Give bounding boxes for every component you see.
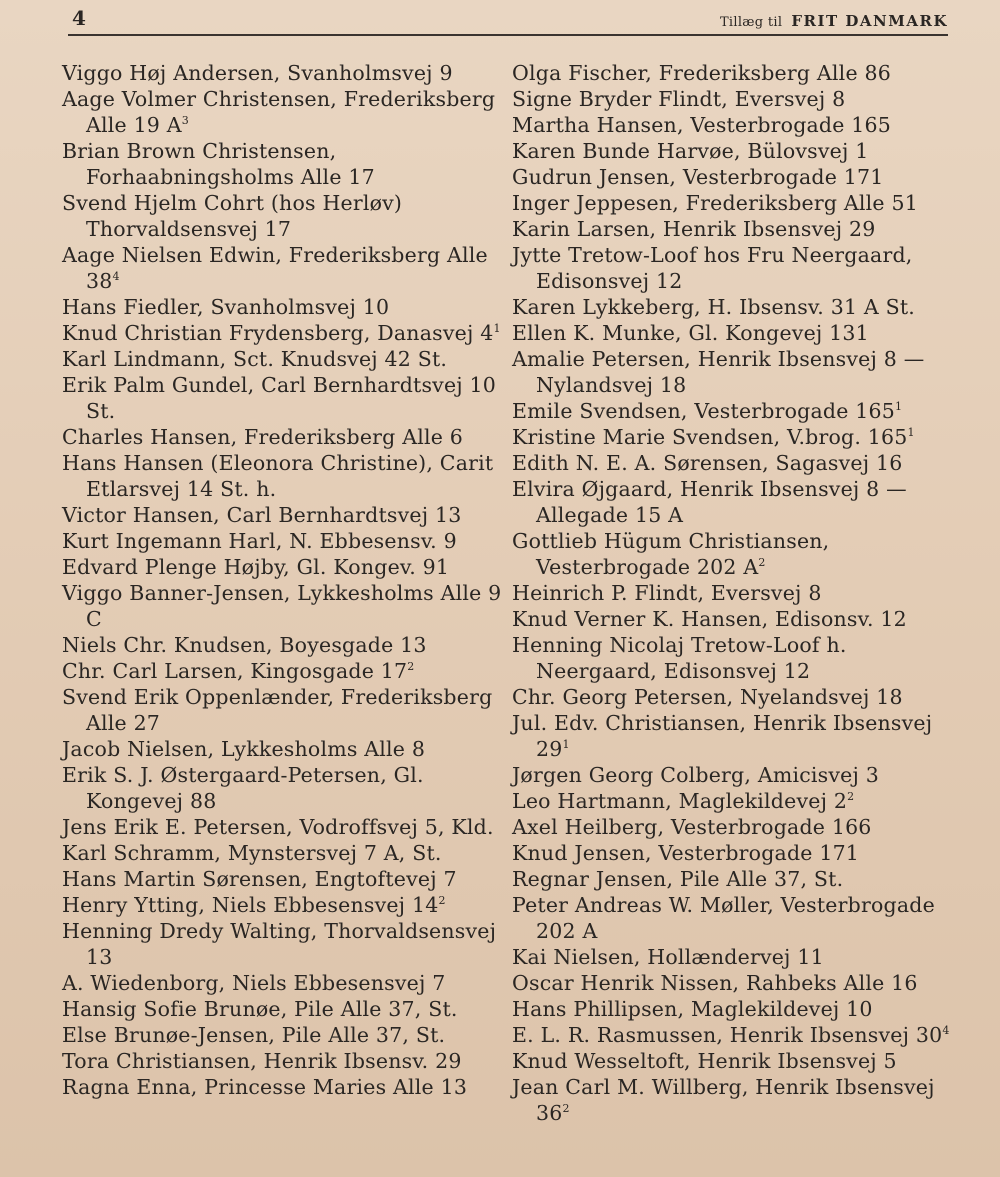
entry-text: Erik Palm Gundel, Carl Bernhardtsvej 10 St. (62, 373, 497, 423)
entry-text: Knud Jensen, Vesterbrogade 171 (512, 841, 860, 865)
entry-text: Axel Heilberg, Vesterbrogade 166 (512, 815, 872, 839)
entry-text: Jacob Nielsen, Lykkesholms Alle 8 (62, 737, 426, 761)
entry-text: Emile Svendsen, Vesterbrogade 165 (512, 399, 895, 423)
list-entry (512, 684, 952, 710)
entry-text: Gottlieb Hügum Christiansen, Vesterbrogade 202 A (512, 529, 830, 579)
entry-text: Jul. Edv. Christiansen, Henrik Ibsensvej 29 (512, 711, 933, 761)
entry-text: Aage Nielsen Edwin, Frederiksberg Alle 38 (62, 243, 488, 293)
list-entry (62, 632, 502, 658)
list-entry (512, 1074, 952, 1126)
list-entry (62, 684, 502, 736)
list-entry (512, 138, 952, 164)
running-head-title: FRIT DANMARK (791, 12, 948, 30)
entry-text: Peter Andreas W. Møller, Vesterbrogade 202 A (512, 893, 935, 943)
entry-text: Hans Martin Sørensen, Engtoftevej 7 (62, 867, 457, 891)
page-number: 4 (72, 6, 86, 30)
list-entry (62, 658, 502, 684)
entry-footnote-marker: 1 (562, 738, 570, 752)
entry-text: Martha Hansen, Vesterbrogade 165 (512, 113, 892, 137)
entry-text: Kristine Marie Svendsen, V.brog. 165 (512, 425, 908, 449)
list-entry (512, 346, 952, 398)
list-entry (512, 60, 952, 86)
entry-text: Olga Fischer, Frederiksberg Alle 86 (512, 61, 891, 85)
list-entry (512, 892, 952, 944)
entry-footnote-marker: 2 (562, 1102, 570, 1116)
entry-footnote-marker: 2 (847, 790, 855, 804)
entry-text: Erik S. J. Østergaard-Petersen, Gl. Kongevej 88 (62, 763, 424, 813)
entry-footnote-marker: 3 (181, 114, 189, 128)
list-entry (62, 762, 502, 814)
entry-text: Victor Hansen, Carl Bernhardtsvej 13 (62, 503, 462, 527)
page-header (68, 4, 948, 36)
entry-text: Jytte Tretow-Loof hos Fru Neergaard, Edisonsvej 12 (512, 243, 913, 293)
entry-text: Inger Jeppesen, Frederiksberg Alle 51 (512, 191, 918, 215)
list-entry (62, 86, 502, 138)
list-entry (62, 1022, 502, 1048)
entry-text: Elvira Øjgaard, Henrik Ibsensvej 8 — Allegade 15 A (512, 477, 907, 527)
entry-text: Edvard Plenge Højby, Gl. Kongev. 91 (62, 555, 450, 579)
list-entry (512, 398, 952, 424)
list-entry (512, 788, 952, 814)
entry-footnote-marker: 2 (758, 556, 766, 570)
list-entry (62, 1048, 502, 1074)
entry-text: Karen Lykkeberg, H. Ibsensv. 31 A St. (512, 295, 916, 319)
entry-footnote-marker: 1 (907, 426, 915, 440)
list-entry (512, 944, 952, 970)
entry-text: Svend Hjelm Cohrt (hos Herløv) Thorvaldsensvej 17 (62, 191, 403, 241)
entry-text: Knud Christian Frydensberg, Danasvej 4 (62, 321, 494, 345)
list-entry (62, 892, 502, 918)
list-entry (512, 242, 952, 294)
list-entry (512, 112, 952, 138)
entry-text: Aage Volmer Christensen, Frederiksberg Alle 19 A (62, 87, 496, 137)
list-entry (62, 242, 502, 294)
entry-footnote-marker: 4 (112, 270, 120, 284)
entry-text: Kai Nielsen, Hollændervej 11 (512, 945, 824, 969)
entry-text: Brian Brown Christensen, Forhaabningsholms Alle 17 (62, 139, 375, 189)
list-entry (62, 970, 502, 996)
list-entry (512, 866, 952, 892)
list-entry (62, 996, 502, 1022)
entry-text: Hans Fiedler, Svanholmsvej 10 (62, 295, 390, 319)
entry-text: Karl Lindmann, Sct. Knudsvej 42 St. (62, 347, 448, 371)
list-entry (512, 762, 952, 788)
list-entry (512, 840, 952, 866)
list-entry (512, 632, 952, 684)
list-entry (62, 1074, 502, 1100)
entry-text: Edith N. E. A. Sørensen, Sagasvej 16 (512, 451, 903, 475)
list-entry (62, 554, 502, 580)
list-entry (512, 1048, 952, 1074)
entry-text: Jørgen Georg Colberg, Amicisvej 3 (512, 763, 880, 787)
list-entry (62, 528, 502, 554)
entry-text: Gudrun Jensen, Vesterbrogade 171 (512, 165, 884, 189)
list-entry (512, 450, 952, 476)
entry-text: Hansig Sofie Brunøe, Pile Alle 37, St. (62, 997, 458, 1021)
list-entry (512, 190, 952, 216)
list-entry (512, 216, 952, 242)
entry-text: Jens Erik E. Petersen, Vodroffsvej 5, Kld. (62, 815, 494, 839)
entry-text: Svend Erik Oppenlænder, Frederiksberg Alle 27 (62, 685, 493, 735)
entry-text: A. Wiedenborg, Niels Ebbesensvej 7 (62, 971, 446, 995)
list-entry (512, 424, 952, 450)
list-entry (62, 346, 502, 372)
entry-footnote-marker: 2 (407, 660, 415, 674)
entry-footnote-marker: 1 (493, 322, 501, 336)
list-entry (62, 840, 502, 866)
entry-text: Henning Nicolaj Tretow-Loof h. Neergaard, Edisonsvej 12 (512, 633, 847, 683)
list-entry (62, 424, 502, 450)
list-entry (512, 86, 952, 112)
entry-text: Ellen K. Munke, Gl. Kongevej 131 (512, 321, 869, 345)
list-entry (62, 294, 502, 320)
entry-text: Signe Bryder Flindt, Eversvej 8 (512, 87, 846, 111)
list-entry (62, 372, 502, 424)
left-column (62, 60, 502, 1100)
entry-text: Knud Wesseltoft, Henrik Ibsensvej 5 (512, 1049, 897, 1073)
list-entry (62, 450, 502, 502)
entry-text: Oscar Henrik Nissen, Rahbeks Alle 16 (512, 971, 918, 995)
entry-text: Kurt Ingemann Harl, N. Ebbesensv. 9 (62, 529, 457, 553)
entry-text: Viggo Høj Andersen, Svanholmsvej 9 (62, 61, 453, 85)
right-column (512, 60, 952, 1126)
list-entry (512, 606, 952, 632)
entry-text: Chr. Carl Larsen, Kingosgade 17 (62, 659, 408, 683)
entry-text: Karl Schramm, Mynstersvej 7 A, St. (62, 841, 442, 865)
list-entry (512, 320, 952, 346)
entry-text: Henning Dredy Walting, Thorvaldsensvej 13 (62, 919, 497, 969)
list-entry (62, 502, 502, 528)
entry-footnote-marker: 2 (438, 894, 446, 908)
list-entry (512, 294, 952, 320)
list-entry (62, 60, 502, 86)
entry-text: Hans Phillipsen, Maglekildevej 10 (512, 997, 873, 1021)
list-entry (62, 814, 502, 840)
running-head-prefix: Tillæg til (719, 15, 783, 30)
entry-text: Chr. Georg Petersen, Nyelandsvej 18 (512, 685, 903, 709)
entry-text: Niels Chr. Knudsen, Boyesgade 13 (62, 633, 427, 657)
entry-text: Regnar Jensen, Pile Alle 37, St. (512, 867, 844, 891)
entry-text: Knud Verner K. Hansen, Edisonsv. 12 (512, 607, 907, 631)
list-entry (62, 190, 502, 242)
list-entry (512, 970, 952, 996)
list-entry (62, 320, 502, 346)
entry-text: Amalie Petersen, Henrik Ibsensvej 8 — Nylandsvej 18 (512, 347, 925, 397)
list-entry (512, 476, 952, 528)
list-entry (62, 866, 502, 892)
list-entry (512, 814, 952, 840)
entry-text: Heinrich P. Flindt, Eversvej 8 (512, 581, 822, 605)
list-entry (62, 918, 502, 970)
entry-text: Charles Hansen, Frederiksberg Alle 6 (62, 425, 464, 449)
entry-text: E. L. R. Rasmussen, Henrik Ibsensvej 30 (512, 1023, 943, 1047)
list-entry (62, 736, 502, 762)
entry-text: Else Brunøe-Jensen, Pile Alle 37, St. (62, 1023, 446, 1047)
entry-text: Karin Larsen, Henrik Ibsensvej 29 (512, 217, 876, 241)
entry-footnote-marker: 4 (942, 1024, 950, 1038)
entry-text: Tora Christiansen, Henrik Ibsensv. 29 (62, 1049, 462, 1073)
list-entry (512, 1022, 952, 1048)
entry-text: Karen Bunde Harvøe, Bülovsvej 1 (512, 139, 869, 163)
entry-text: Ragna Enna, Princesse Maries Alle 13 (62, 1075, 468, 1099)
list-entry (512, 580, 952, 606)
entry-footnote-marker: 1 (895, 400, 903, 414)
entry-text: Jean Carl M. Willberg, Henrik Ibsensvej 36 (512, 1075, 935, 1125)
entry-text: Henry Ytting, Niels Ebbesensvej 14 (62, 893, 439, 917)
list-entry (62, 580, 502, 632)
list-entry (512, 528, 952, 580)
list-entry (512, 996, 952, 1022)
running-head (720, 12, 948, 30)
list-entry (62, 138, 502, 190)
list-entry (512, 710, 952, 762)
entry-text: Hans Hansen (Eleonora Christine), Carit Etlarsvej 14 St. h. (62, 451, 494, 501)
entry-text: Viggo Banner-Jensen, Lykkesholms Alle 9 C (62, 581, 502, 631)
entry-text: Leo Hartmann, Maglekildevej 2 (512, 789, 848, 813)
list-entry (512, 164, 952, 190)
